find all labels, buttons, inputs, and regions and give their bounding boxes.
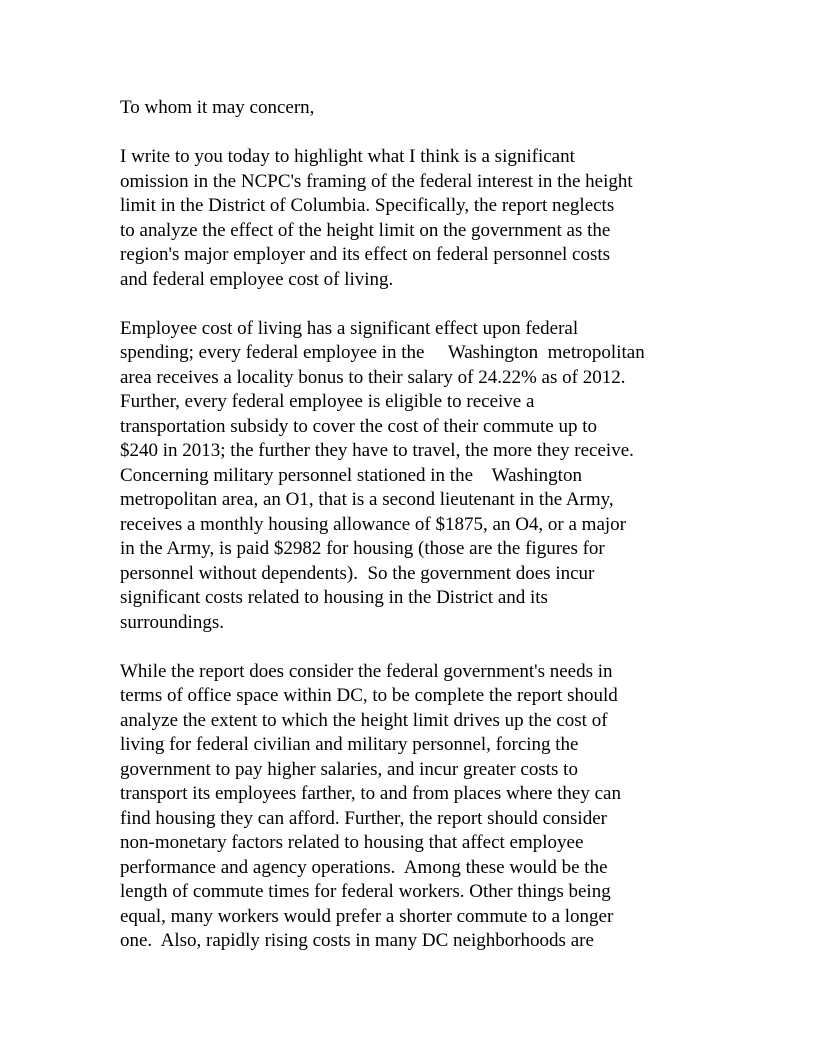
text-line: one. Also, rapidly rising costs in many DC neighborhoods are (120, 930, 594, 951)
text-line: length of commute times for federal workers. Other things being (120, 881, 611, 902)
paragraph (120, 145, 720, 292)
text-line: Further, every federal employee is eligible to receive a (120, 391, 535, 412)
text-line: significant costs related to housing in the District and its (120, 587, 548, 608)
letter-body (120, 96, 720, 978)
text-line: transportation subsidy to cover the cost of their commute up to (120, 415, 598, 437)
text-line: limit in the District of Columbia. Specifically, the report neglects (120, 195, 615, 216)
salutation: To whom it may concern, (120, 97, 315, 118)
text-line: living for federal civilian and military personnel, forcing the (120, 734, 579, 755)
text-line: to analyze the effect of the height limit on the government as the (120, 219, 611, 241)
text-line: region's major employer and its effect on federal personnel costs (120, 244, 611, 265)
text-line: omission in the NCPC's framing of the federal interest in the height (120, 170, 633, 192)
paragraphs-container (120, 145, 720, 954)
text-line: and federal employee cost of living. (120, 268, 394, 290)
text-line: Employee cost of living has a significant effect upon federal (120, 317, 579, 339)
text-line: I write to you today to highlight what I think is a significant (120, 146, 575, 167)
text-line: metropolitan area, an O1, that is a second lieutenant in the Army, (120, 489, 614, 510)
text-line: receives a monthly housing allowance of $1875, an O4, or a major (120, 513, 626, 535)
text-line: performance and agency operations. Among these would be the (120, 856, 608, 878)
text-line: analyze the extent to which the height limit drives up the cost of (120, 709, 608, 731)
text-line: government to pay higher salaries, and incur greater costs to (120, 758, 578, 780)
text-line: equal, many workers would prefer a shorter commute to a longer (120, 905, 614, 927)
paragraph (120, 317, 720, 636)
text-line: spending; every federal employee in the Washington metropolitan (120, 342, 645, 363)
text-line: personnel without dependents). So the government does incur (120, 562, 595, 584)
text-line: in the Army, is paid $2982 for housing (those are the figures for (120, 538, 605, 559)
text-line: $240 in 2013; the further they have to travel, the more they receive. (120, 440, 634, 461)
text-line: find housing they can afford. Further, the report should consider (120, 807, 607, 829)
paragraph (120, 660, 720, 954)
text-line: area receives a locality bonus to their salary of 24.22% as of 2012. (120, 366, 626, 388)
text-line: non-monetary factors related to housing that affect employee (120, 832, 584, 853)
text-line: surroundings. (120, 611, 224, 633)
text-line: While the report does consider the federal government's needs in (120, 660, 613, 682)
text-line: Concerning military personnel stationed in the Washington (120, 464, 582, 486)
text-line: terms of office space within DC, to be complete the report should (120, 685, 618, 706)
text-line: transport its employees farther, to and from places where they can (120, 783, 621, 804)
